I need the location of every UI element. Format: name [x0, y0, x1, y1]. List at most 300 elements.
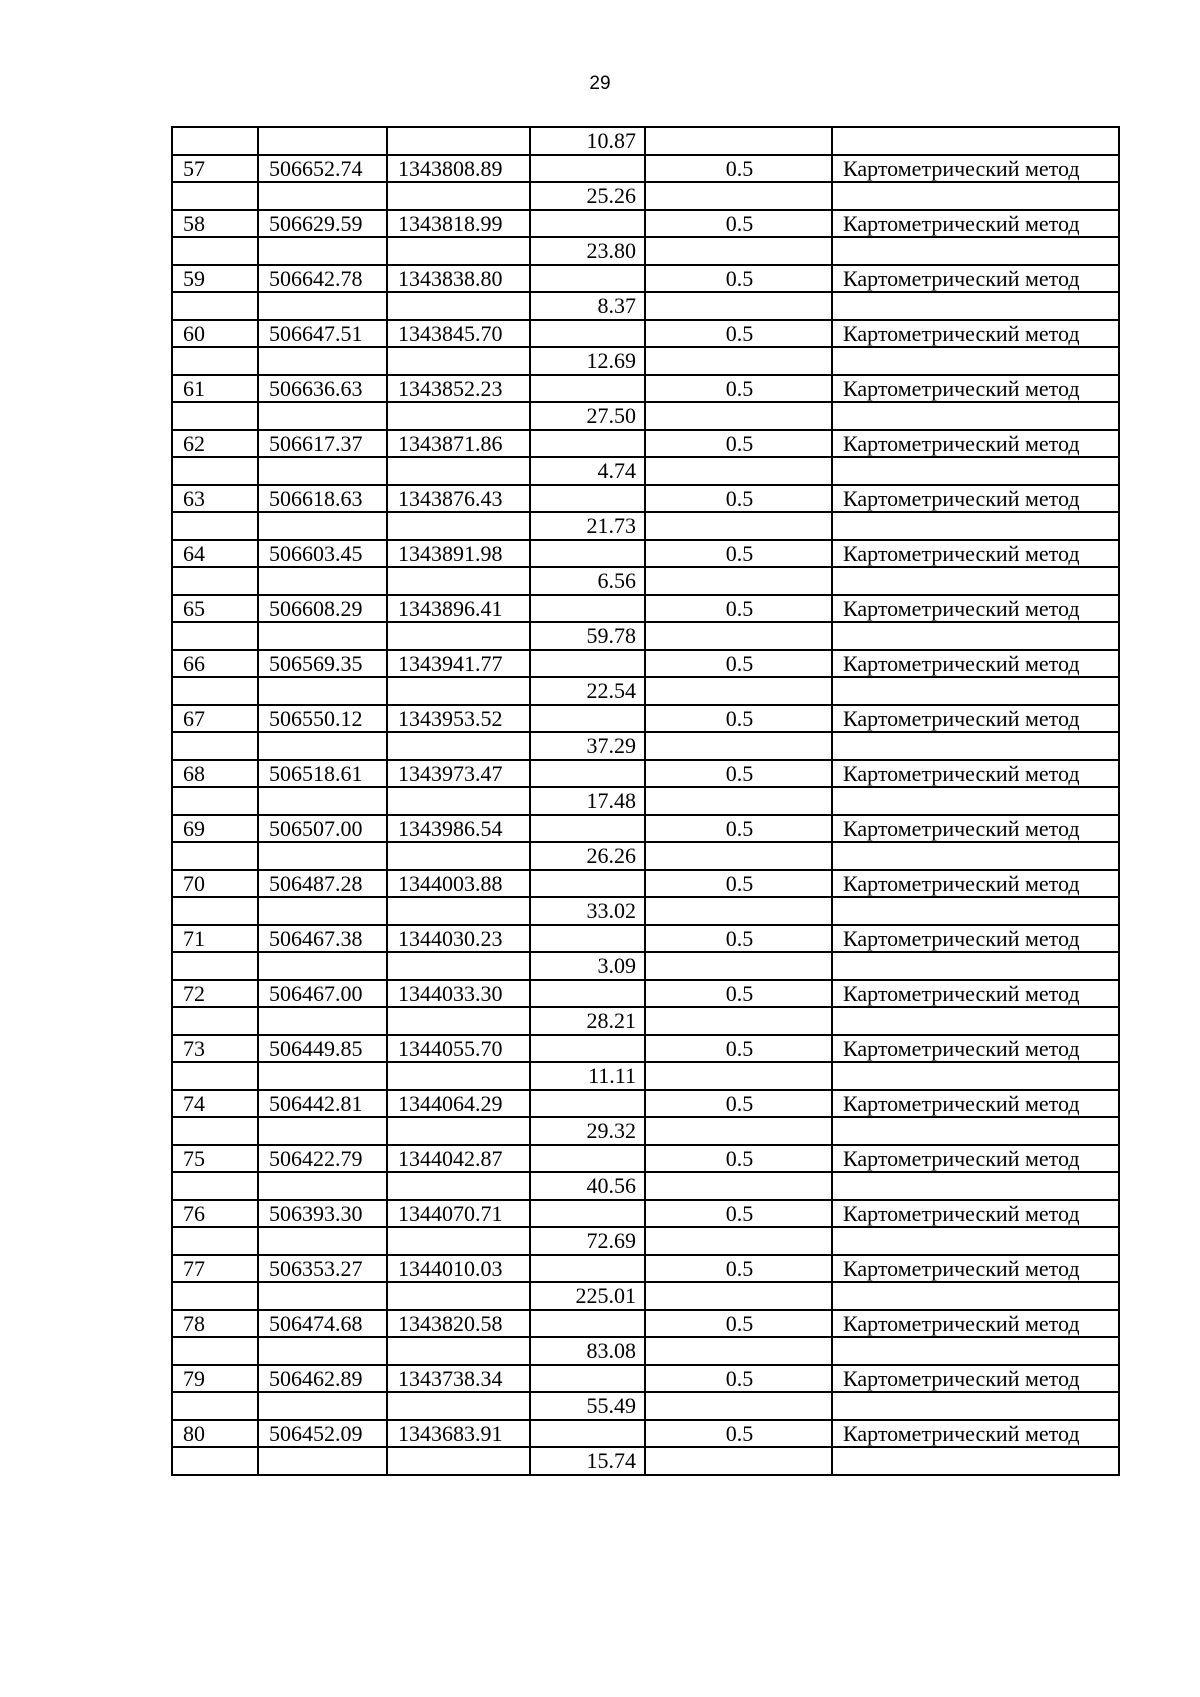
x-coordinate-cell: 506652.74 — [258, 155, 387, 183]
x-coordinate-cell: 506507.00 — [258, 815, 387, 843]
segment-length-cell: 225.01 — [530, 1282, 645, 1310]
y-coordinate-cell: 1343891.98 — [387, 540, 530, 568]
accuracy-cell: 0.5 — [645, 430, 832, 458]
y-coordinate-cell — [387, 182, 530, 210]
method-cell: Картометрический метод — [832, 925, 1119, 953]
point-number-cell — [172, 292, 258, 320]
y-coordinate-cell: 1344030.23 — [387, 925, 530, 953]
method-cell: Картометрический метод — [832, 1310, 1119, 1338]
method-cell: Картометрический метод — [832, 815, 1119, 843]
y-coordinate-cell — [387, 952, 530, 980]
accuracy-cell: 0.5 — [645, 540, 832, 568]
x-coordinate-cell — [258, 127, 387, 155]
x-coordinate-cell — [258, 842, 387, 870]
accuracy-cell — [645, 1392, 832, 1420]
point-number-cell — [172, 1337, 258, 1365]
point-number-cell: 71 — [172, 925, 258, 953]
y-coordinate-cell — [387, 897, 530, 925]
point-number-cell — [172, 787, 258, 815]
y-coordinate-cell — [387, 1062, 530, 1090]
segment-length-cell — [530, 595, 645, 623]
point-number-cell — [172, 1447, 258, 1475]
y-coordinate-cell — [387, 842, 530, 870]
method-cell — [832, 787, 1119, 815]
y-coordinate-cell: 1344070.71 — [387, 1200, 530, 1228]
method-cell — [832, 1392, 1119, 1420]
y-coordinate-cell — [387, 1227, 530, 1255]
method-cell: Картометрический метод — [832, 375, 1119, 403]
accuracy-cell — [645, 897, 832, 925]
table-row — [172, 1447, 1119, 1475]
table-row — [172, 1255, 1119, 1283]
y-coordinate-cell: 1344064.29 — [387, 1090, 530, 1118]
y-coordinate-cell — [387, 402, 530, 430]
point-number-cell — [172, 1172, 258, 1200]
x-coordinate-cell — [258, 1282, 387, 1310]
accuracy-cell — [645, 1227, 832, 1255]
segment-length-cell — [530, 705, 645, 733]
y-coordinate-cell — [387, 237, 530, 265]
table-row — [172, 650, 1119, 678]
segment-length-cell: 10.87 — [530, 127, 645, 155]
accuracy-cell — [645, 127, 832, 155]
method-cell: Картометрический метод — [832, 650, 1119, 678]
y-coordinate-cell — [387, 512, 530, 540]
accuracy-cell — [645, 787, 832, 815]
segment-length-cell: 37.29 — [530, 732, 645, 760]
y-coordinate-cell — [387, 347, 530, 375]
table-row — [172, 980, 1119, 1008]
segment-length-cell — [530, 1365, 645, 1393]
method-cell: Картометрический метод — [832, 1200, 1119, 1228]
segment-length-cell — [530, 1255, 645, 1283]
point-number-cell — [172, 1117, 258, 1145]
table-row — [172, 1365, 1119, 1393]
point-number-cell: 60 — [172, 320, 258, 348]
segment-length-cell — [530, 430, 645, 458]
x-coordinate-cell: 506636.63 — [258, 375, 387, 403]
x-coordinate-cell: 506608.29 — [258, 595, 387, 623]
segment-length-cell: 27.50 — [530, 402, 645, 430]
x-coordinate-cell: 506569.35 — [258, 650, 387, 678]
point-number-cell — [172, 897, 258, 925]
point-number-cell — [172, 952, 258, 980]
point-number-cell — [172, 457, 258, 485]
x-coordinate-cell — [258, 1007, 387, 1035]
point-number-cell — [172, 1282, 258, 1310]
method-cell — [832, 292, 1119, 320]
x-coordinate-cell: 506467.00 — [258, 980, 387, 1008]
x-coordinate-cell: 506452.09 — [258, 1420, 387, 1448]
segment-length-cell — [530, 1310, 645, 1338]
point-number-cell — [172, 237, 258, 265]
y-coordinate-cell: 1343838.80 — [387, 265, 530, 293]
table-row — [172, 375, 1119, 403]
table-row — [172, 155, 1119, 183]
table-row — [172, 265, 1119, 293]
x-coordinate-cell — [258, 292, 387, 320]
method-cell — [832, 1172, 1119, 1200]
x-coordinate-cell: 506449.85 — [258, 1035, 387, 1063]
x-coordinate-cell — [258, 1337, 387, 1365]
table-row — [172, 1172, 1119, 1200]
y-coordinate-cell: 1343941.77 — [387, 650, 530, 678]
y-coordinate-cell: 1343876.43 — [387, 485, 530, 513]
y-coordinate-cell: 1344055.70 — [387, 1035, 530, 1063]
x-coordinate-cell: 506462.89 — [258, 1365, 387, 1393]
x-coordinate-cell — [258, 402, 387, 430]
y-coordinate-cell — [387, 1172, 530, 1200]
method-cell: Картометрический метод — [832, 155, 1119, 183]
y-coordinate-cell — [387, 1117, 530, 1145]
point-number-cell — [172, 842, 258, 870]
point-number-cell: 75 — [172, 1145, 258, 1173]
x-coordinate-cell — [258, 1117, 387, 1145]
segment-length-cell: 4.74 — [530, 457, 645, 485]
method-cell — [832, 622, 1119, 650]
y-coordinate-cell — [387, 1447, 530, 1475]
point-number-cell: 69 — [172, 815, 258, 843]
accuracy-cell: 0.5 — [645, 320, 832, 348]
method-cell — [832, 1227, 1119, 1255]
method-cell — [832, 1447, 1119, 1475]
x-coordinate-cell: 506467.38 — [258, 925, 387, 953]
segment-length-cell: 21.73 — [530, 512, 645, 540]
accuracy-cell: 0.5 — [645, 1090, 832, 1118]
coordinates-table — [171, 126, 1120, 1476]
method-cell — [832, 1282, 1119, 1310]
accuracy-cell — [645, 347, 832, 375]
point-number-cell: 62 — [172, 430, 258, 458]
segment-length-cell — [530, 320, 645, 348]
x-coordinate-cell — [258, 732, 387, 760]
table-row — [172, 897, 1119, 925]
segment-length-cell: 3.09 — [530, 952, 645, 980]
accuracy-cell — [645, 677, 832, 705]
accuracy-cell — [645, 567, 832, 595]
accuracy-cell — [645, 1337, 832, 1365]
method-cell — [832, 1007, 1119, 1035]
table-row — [172, 1117, 1119, 1145]
accuracy-cell: 0.5 — [645, 1310, 832, 1338]
x-coordinate-cell: 506550.12 — [258, 705, 387, 733]
table-row — [172, 705, 1119, 733]
method-cell: Картометрический метод — [832, 1035, 1119, 1063]
accuracy-cell: 0.5 — [645, 705, 832, 733]
point-number-cell: 76 — [172, 1200, 258, 1228]
table-row — [172, 320, 1119, 348]
accuracy-cell: 0.5 — [645, 210, 832, 238]
segment-length-cell — [530, 485, 645, 513]
segment-length-cell — [530, 265, 645, 293]
accuracy-cell — [645, 732, 832, 760]
method-cell — [832, 567, 1119, 595]
x-coordinate-cell: 506474.68 — [258, 1310, 387, 1338]
method-cell: Картометрический метод — [832, 485, 1119, 513]
x-coordinate-cell: 506518.61 — [258, 760, 387, 788]
method-cell — [832, 677, 1119, 705]
x-coordinate-cell — [258, 347, 387, 375]
method-cell: Картометрический метод — [832, 705, 1119, 733]
accuracy-cell — [645, 622, 832, 650]
point-number-cell — [172, 1392, 258, 1420]
y-coordinate-cell — [387, 1282, 530, 1310]
method-cell: Картометрический метод — [832, 1255, 1119, 1283]
method-cell — [832, 1337, 1119, 1365]
point-number-cell — [172, 512, 258, 540]
accuracy-cell: 0.5 — [645, 375, 832, 403]
y-coordinate-cell: 1344042.87 — [387, 1145, 530, 1173]
point-number-cell — [172, 1062, 258, 1090]
segment-length-cell — [530, 155, 645, 183]
x-coordinate-cell: 506422.79 — [258, 1145, 387, 1173]
method-cell — [832, 897, 1119, 925]
segment-length-cell: 11.11 — [530, 1062, 645, 1090]
table-row — [172, 1090, 1119, 1118]
x-coordinate-cell — [258, 1062, 387, 1090]
table-row — [172, 622, 1119, 650]
x-coordinate-cell: 506487.28 — [258, 870, 387, 898]
point-number-cell: 63 — [172, 485, 258, 513]
method-cell — [832, 182, 1119, 210]
table-row — [172, 787, 1119, 815]
y-coordinate-cell: 1343973.47 — [387, 760, 530, 788]
y-coordinate-cell: 1343820.58 — [387, 1310, 530, 1338]
segment-length-cell — [530, 210, 645, 238]
accuracy-cell — [645, 1447, 832, 1475]
segment-length-cell: 12.69 — [530, 347, 645, 375]
point-number-cell: 79 — [172, 1365, 258, 1393]
segment-length-cell: 29.32 — [530, 1117, 645, 1145]
method-cell — [832, 127, 1119, 155]
y-coordinate-cell: 1343871.86 — [387, 430, 530, 458]
x-coordinate-cell — [258, 677, 387, 705]
segment-length-cell — [530, 540, 645, 568]
y-coordinate-cell — [387, 787, 530, 815]
accuracy-cell: 0.5 — [645, 870, 832, 898]
accuracy-cell: 0.5 — [645, 155, 832, 183]
segment-length-cell — [530, 925, 645, 953]
point-number-cell: 58 — [172, 210, 258, 238]
accuracy-cell — [645, 182, 832, 210]
point-number-cell: 78 — [172, 1310, 258, 1338]
segment-length-cell: 26.26 — [530, 842, 645, 870]
accuracy-cell — [645, 1062, 832, 1090]
method-cell: Картометрический метод — [832, 1365, 1119, 1393]
point-number-cell — [172, 1007, 258, 1035]
point-number-cell — [172, 1227, 258, 1255]
point-number-cell: 64 — [172, 540, 258, 568]
point-number-cell: 68 — [172, 760, 258, 788]
segment-length-cell: 33.02 — [530, 897, 645, 925]
y-coordinate-cell: 1343683.91 — [387, 1420, 530, 1448]
segment-length-cell: 72.69 — [530, 1227, 645, 1255]
method-cell — [832, 842, 1119, 870]
table-row — [172, 842, 1119, 870]
segment-length-cell — [530, 815, 645, 843]
accuracy-cell: 0.5 — [645, 595, 832, 623]
point-number-cell: 59 — [172, 265, 258, 293]
method-cell: Картометрический метод — [832, 320, 1119, 348]
table-row — [172, 347, 1119, 375]
y-coordinate-cell — [387, 567, 530, 595]
y-coordinate-cell: 1343986.54 — [387, 815, 530, 843]
point-number-cell: 65 — [172, 595, 258, 623]
method-cell — [832, 1062, 1119, 1090]
segment-length-cell: 8.37 — [530, 292, 645, 320]
table-row — [172, 870, 1119, 898]
accuracy-cell: 0.5 — [645, 485, 832, 513]
segment-length-cell: 15.74 — [530, 1447, 645, 1475]
table-row — [172, 952, 1119, 980]
method-cell: Картометрический метод — [832, 1145, 1119, 1173]
table-row — [172, 1145, 1119, 1173]
accuracy-cell — [645, 1007, 832, 1035]
segment-length-cell — [530, 760, 645, 788]
segment-length-cell: 6.56 — [530, 567, 645, 595]
accuracy-cell — [645, 512, 832, 540]
point-number-cell: 67 — [172, 705, 258, 733]
method-cell: Картометрический метод — [832, 430, 1119, 458]
table-row — [172, 457, 1119, 485]
table-row — [172, 402, 1119, 430]
x-coordinate-cell — [258, 952, 387, 980]
page-number: 29 — [589, 73, 611, 94]
y-coordinate-cell: 1344010.03 — [387, 1255, 530, 1283]
x-coordinate-cell — [258, 567, 387, 595]
segment-length-cell: 40.56 — [530, 1172, 645, 1200]
table-row — [172, 127, 1119, 155]
accuracy-cell — [645, 292, 832, 320]
x-coordinate-cell — [258, 1392, 387, 1420]
accuracy-cell: 0.5 — [645, 1365, 832, 1393]
segment-length-cell — [530, 375, 645, 403]
method-cell — [832, 952, 1119, 980]
table-row — [172, 237, 1119, 265]
x-coordinate-cell — [258, 182, 387, 210]
point-number-cell: 74 — [172, 1090, 258, 1118]
accuracy-cell: 0.5 — [645, 760, 832, 788]
accuracy-cell: 0.5 — [645, 650, 832, 678]
x-coordinate-cell — [258, 1227, 387, 1255]
table-row — [172, 1200, 1119, 1228]
x-coordinate-cell: 506642.78 — [258, 265, 387, 293]
table-row — [172, 677, 1119, 705]
x-coordinate-cell: 506617.37 — [258, 430, 387, 458]
point-number-cell — [172, 732, 258, 760]
y-coordinate-cell: 1343953.52 — [387, 705, 530, 733]
y-coordinate-cell — [387, 1007, 530, 1035]
table-row — [172, 732, 1119, 760]
point-number-cell: 80 — [172, 1420, 258, 1448]
point-number-cell — [172, 677, 258, 705]
x-coordinate-cell: 506629.59 — [258, 210, 387, 238]
y-coordinate-cell — [387, 1392, 530, 1420]
y-coordinate-cell: 1343738.34 — [387, 1365, 530, 1393]
table-row — [172, 567, 1119, 595]
accuracy-cell — [645, 1117, 832, 1145]
method-cell — [832, 237, 1119, 265]
segment-length-cell — [530, 1035, 645, 1063]
y-coordinate-cell — [387, 127, 530, 155]
segment-length-cell — [530, 1200, 645, 1228]
method-cell: Картометрический метод — [832, 760, 1119, 788]
y-coordinate-cell — [387, 457, 530, 485]
method-cell — [832, 512, 1119, 540]
table-row — [172, 430, 1119, 458]
y-coordinate-cell: 1343845.70 — [387, 320, 530, 348]
y-coordinate-cell: 1343818.99 — [387, 210, 530, 238]
table-row — [172, 1062, 1119, 1090]
segment-length-cell: 83.08 — [530, 1337, 645, 1365]
method-cell: Картометрический метод — [832, 265, 1119, 293]
accuracy-cell: 0.5 — [645, 980, 832, 1008]
x-coordinate-cell — [258, 512, 387, 540]
y-coordinate-cell: 1344033.30 — [387, 980, 530, 1008]
point-number-cell — [172, 402, 258, 430]
table-row — [172, 1282, 1119, 1310]
method-cell: Картометрический метод — [832, 210, 1119, 238]
table-row — [172, 1227, 1119, 1255]
y-coordinate-cell — [387, 622, 530, 650]
x-coordinate-cell: 506442.81 — [258, 1090, 387, 1118]
y-coordinate-cell — [387, 1337, 530, 1365]
point-number-cell: 77 — [172, 1255, 258, 1283]
x-coordinate-cell — [258, 1447, 387, 1475]
table-row — [172, 595, 1119, 623]
y-coordinate-cell: 1343852.23 — [387, 375, 530, 403]
table-row — [172, 1337, 1119, 1365]
point-number-cell: 66 — [172, 650, 258, 678]
table-row — [172, 1007, 1119, 1035]
segment-length-cell — [530, 870, 645, 898]
x-coordinate-cell — [258, 897, 387, 925]
point-number-cell: 72 — [172, 980, 258, 1008]
x-coordinate-cell: 506603.45 — [258, 540, 387, 568]
point-number-cell — [172, 182, 258, 210]
point-number-cell — [172, 347, 258, 375]
segment-length-cell — [530, 980, 645, 1008]
segment-length-cell — [530, 1090, 645, 1118]
method-cell: Картометрический метод — [832, 870, 1119, 898]
table-row — [172, 182, 1119, 210]
x-coordinate-cell — [258, 622, 387, 650]
table-row — [172, 1420, 1119, 1448]
table-row — [172, 925, 1119, 953]
accuracy-cell: 0.5 — [645, 1255, 832, 1283]
table-row — [172, 1035, 1119, 1063]
table-row — [172, 760, 1119, 788]
y-coordinate-cell — [387, 732, 530, 760]
x-coordinate-cell: 506353.27 — [258, 1255, 387, 1283]
y-coordinate-cell — [387, 292, 530, 320]
accuracy-cell: 0.5 — [645, 1035, 832, 1063]
segment-length-cell: 22.54 — [530, 677, 645, 705]
method-cell: Картометрический метод — [832, 1090, 1119, 1118]
method-cell — [832, 402, 1119, 430]
accuracy-cell — [645, 402, 832, 430]
accuracy-cell: 0.5 — [645, 265, 832, 293]
x-coordinate-cell: 506393.30 — [258, 1200, 387, 1228]
accuracy-cell: 0.5 — [645, 1200, 832, 1228]
accuracy-cell — [645, 952, 832, 980]
accuracy-cell: 0.5 — [645, 815, 832, 843]
table-row — [172, 540, 1119, 568]
segment-length-cell: 28.21 — [530, 1007, 645, 1035]
point-number-cell — [172, 567, 258, 595]
method-cell — [832, 1117, 1119, 1145]
point-number-cell — [172, 622, 258, 650]
